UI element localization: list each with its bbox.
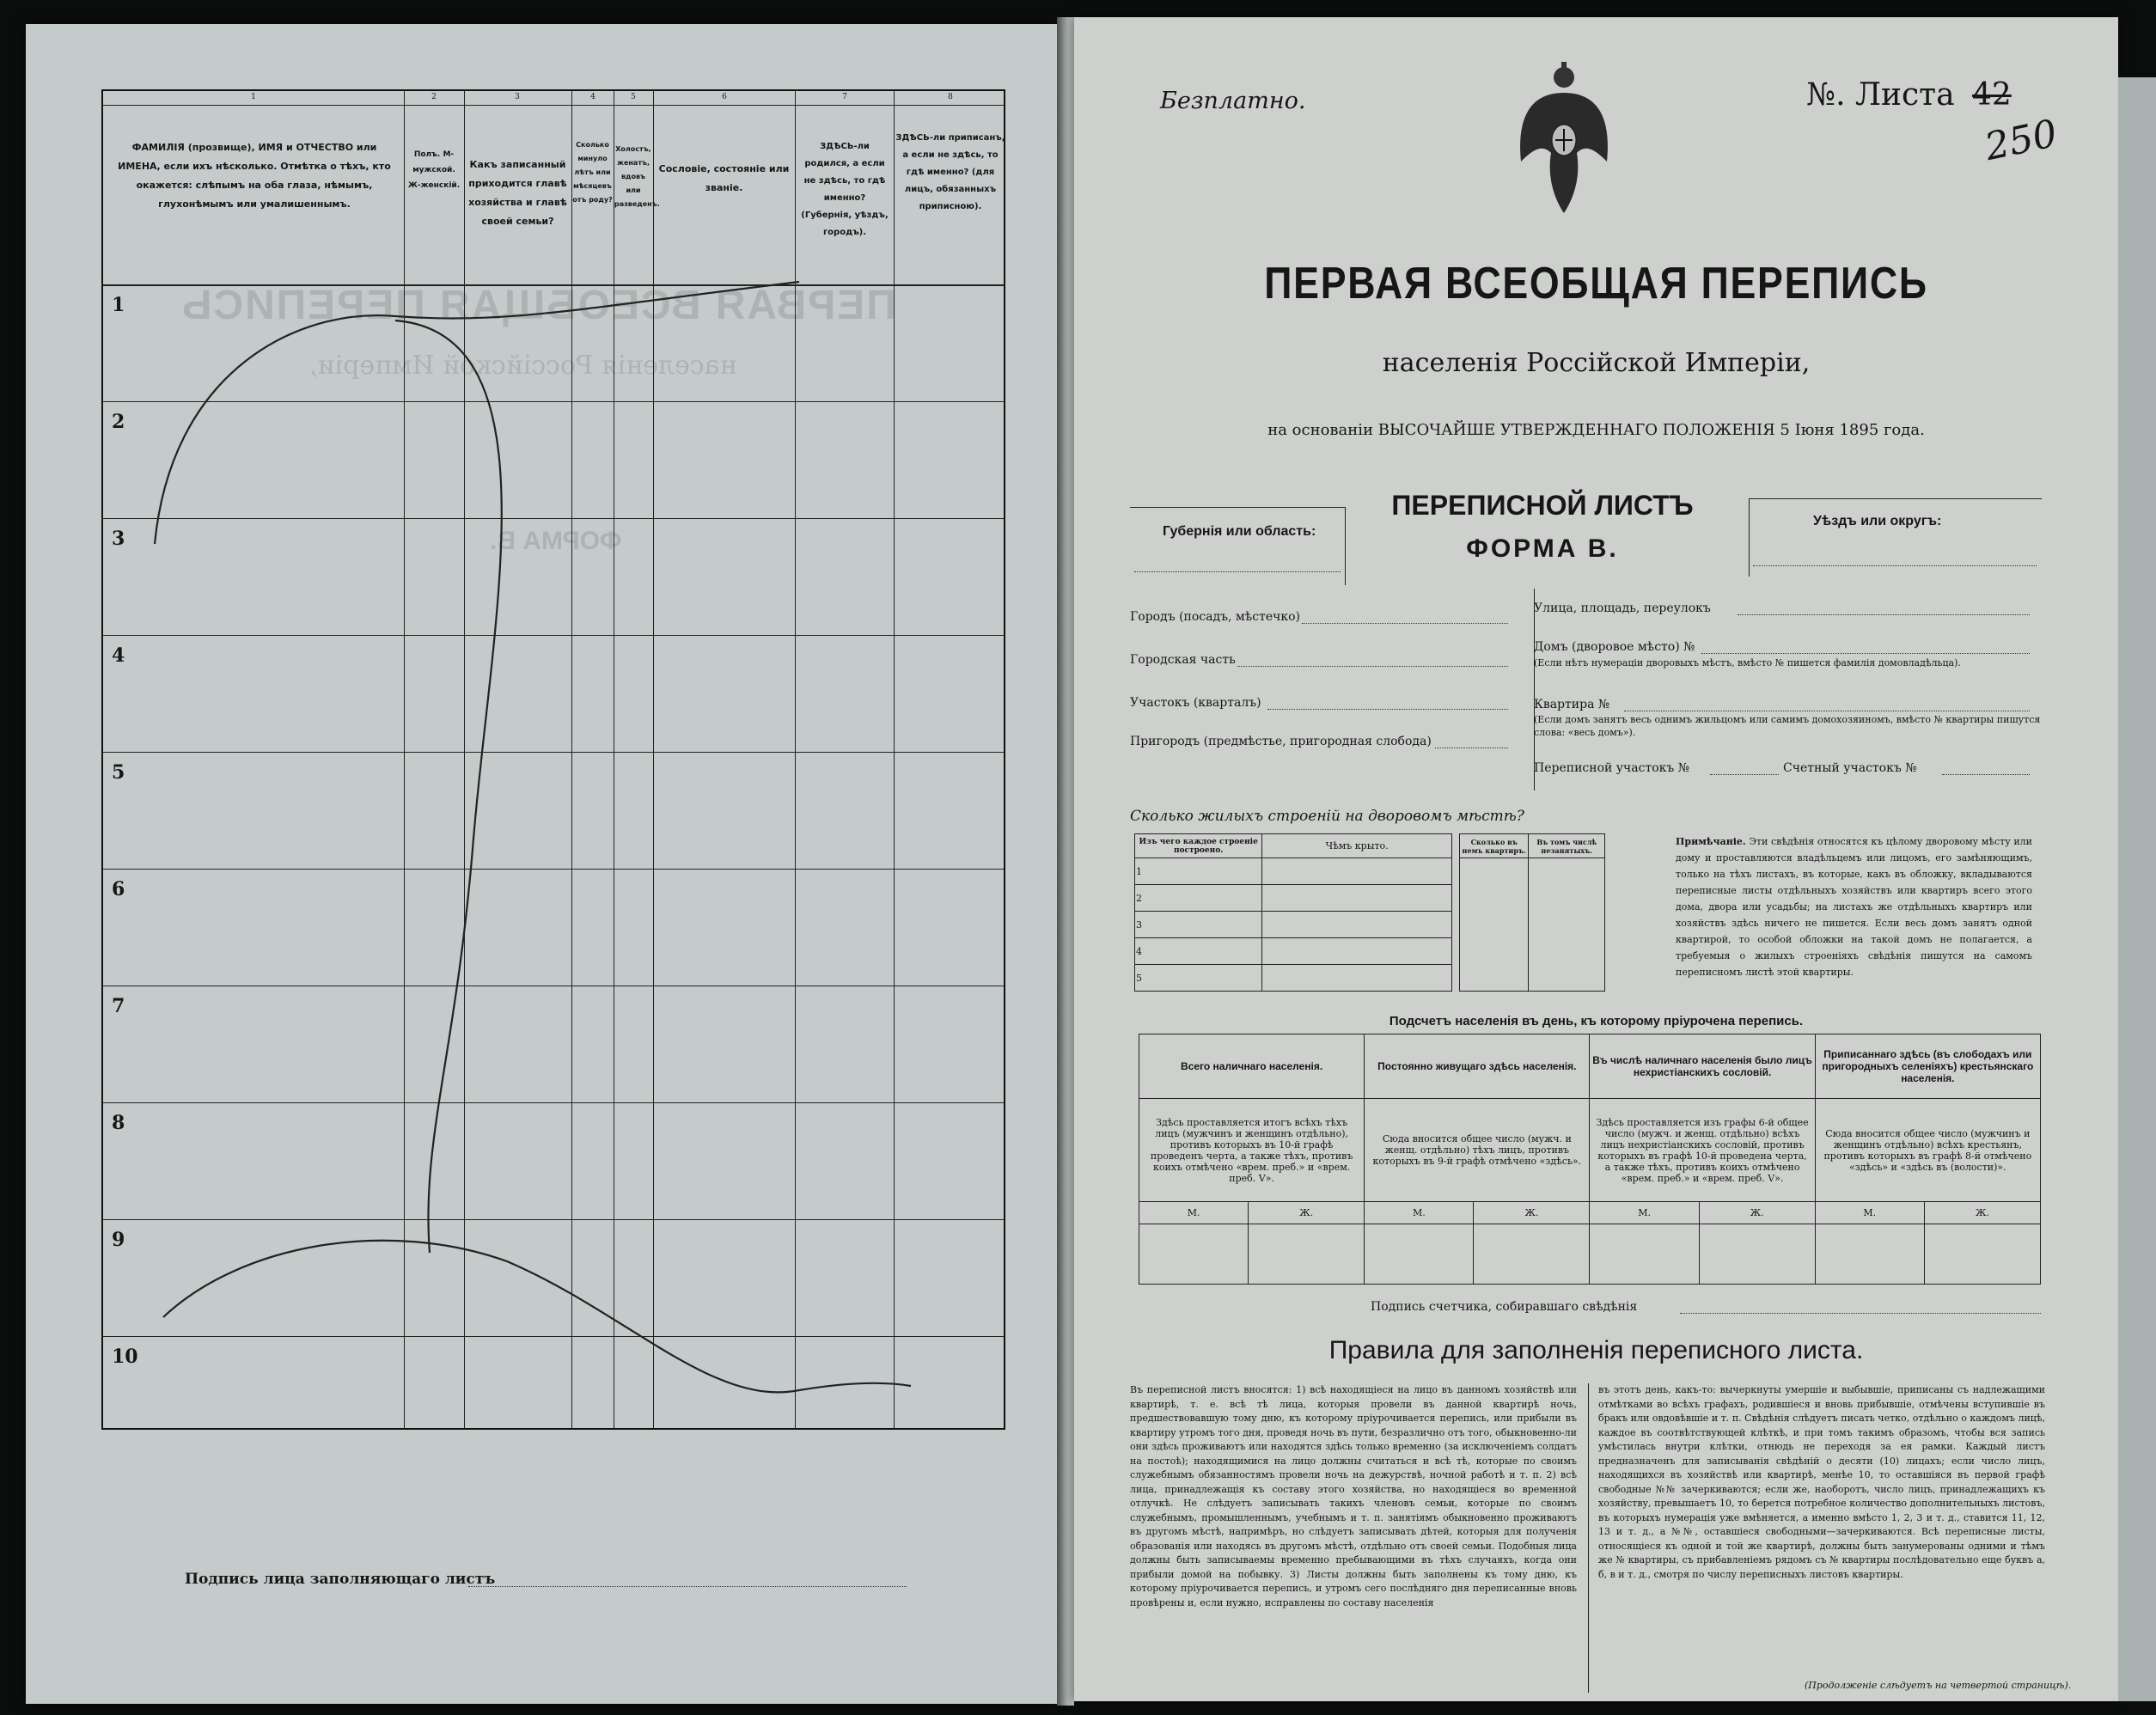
buildings-row-number: 1 bbox=[1135, 858, 1262, 885]
note-text: Эти свѣдѣнія относятся къ цѣлому дворовому мѣсту или дому и проставляются владѣльцемъ или лицомъ, его замѣняющимъ, только на тѣхъ листахъ, въ которые, какъ въ обложку, вкладываются переписные листы отдѣльныхъ хозяйствъ или квартиръ всего этого дома, двора или усадьбы; на листахъ же отдѣльныхъ квартиръ или хозяйствъ здѣсь ничего не пишется. Если весь домъ занятъ одной квартирой, то особой обложки на такой домъ не полагается, а требуемыя о жилыхъ строеніяхъ свѣдѣнія пишутся на самомъ переписномъ листѣ этой квартиры. bbox=[1676, 836, 2032, 978]
note-block bbox=[1676, 833, 2032, 980]
header-birthplace: ЗДѢСЬ-ли родился, а если не здѣсь, то гдѣ именно? (Губернія, уѣздъ, городъ). bbox=[801, 142, 889, 237]
apartment-note: (Если домъ занятъ весь однимъ жильцомъ или самимъ домохозяиномъ, вмѣсто № квартиры пишутся слова: «весь домъ»). bbox=[1534, 714, 2041, 738]
col-number: 6 bbox=[722, 93, 727, 101]
count-header: Постоянно живущаго здѣсь населенія. bbox=[1365, 1034, 1590, 1099]
imperial-eagle-icon bbox=[1512, 58, 1615, 222]
book-gutter bbox=[1057, 17, 1074, 1706]
count-header: Приписаннаго здѣсь (въ слободахъ или пригородныхъ селеніяхъ) крестьянскаго населенія. bbox=[1815, 1034, 2040, 1099]
left-page bbox=[26, 24, 1057, 1704]
buildings-header: Чѣмъ крыто. bbox=[1262, 834, 1452, 858]
col-number: 3 bbox=[515, 93, 520, 101]
next-page-edge bbox=[2118, 77, 2156, 1701]
row-number: 2 bbox=[112, 411, 125, 433]
row-number: 10 bbox=[112, 1346, 138, 1368]
signature-line bbox=[468, 1586, 907, 1587]
house-note: (Если нѣтъ нумераціи дворовыхъ мѣстъ, вмѣсто № пишется фамилія домовладѣльца). bbox=[1534, 657, 1961, 668]
enumerator-signature-label: Подпись счетчика, собиравшаго свѣдѣнія bbox=[1371, 1300, 1638, 1314]
rules-column-1: Въ переписной листъ вносятся: 1) всѣ находящіеся на лицо въ данномъ хозяйствѣ или квартирѣ, т. е. всѣ тѣ лица, которыя провели въ данной квартирѣ ночь, предшествовавшую тому дню, къ которому пріурочивается перепись, или прибыли въ квартиру утромъ того дня, проведя ночь въ пути, безразлично отъ того, обыкновенно-ли они здѣсь проживаютъ или находятся здѣсь только временно (за исключеніемъ солдатъ на постоѣ); находящимися на лицо должны считаться и всѣ тѣ, которые по своимъ служебнымъ обязанностямъ провели ночь на дежурствѣ, ночной работѣ и т. п. 2) всѣ лица, принадлежащія къ составу этого хозяйства, но находящіеся во временной отлучкѣ. Не слѣдуетъ записывать такихъ членовъ семьи, которые по своимъ служебнымъ, промышленнымъ, учебнымъ и т. п. занятіямъ обыкновенно проживаютъ въ другомъ мѣстѣ, напримѣръ, но слѣдуетъ записывать дѣтей, которыя для полученія образованія или находясь въ другомъ мѣстѣ, отдѣльно отъ своей семьи. Подобныя лица должны быть записываемы временно пребывающими въ тѣхъ случаяхъ, когда они прибыли домой на побывку. 3) Листы должны быть заполнены къ тому дню, къ которому пріурочивается перепись, и утромъ сего послѣдняго дня переписанные вновь провѣрены и, если нужно, исправлены по составу населенія bbox=[1130, 1384, 1577, 1608]
header-sex: Полъ. М-мужской. Ж-женскій. bbox=[407, 150, 461, 190]
apartment-label: Квартира № bbox=[1534, 698, 1610, 711]
street-label: Улица, площадь, переулокъ bbox=[1534, 601, 1711, 615]
count-note: Сюда вносится общее число (мужч. и женщ. отдѣльно) тѣхъ лицъ, противъ которыхъ въ 9-й графѣ отмѣчено «здѣсь». bbox=[1365, 1099, 1590, 1202]
gubernia-label: Губернія или область: bbox=[1163, 524, 1316, 539]
ghost-form: ФОРМА В. bbox=[490, 527, 622, 555]
buildings-header: Въ томъ числѣ незанятыхъ. bbox=[1529, 834, 1605, 858]
header-relation: Какъ записанный приходится главѣ хозяйства и главѣ своей семьи? bbox=[468, 159, 567, 227]
count-title: Подсчетъ населенія въ день, къ которому пріурочена перепись. bbox=[1389, 1014, 1804, 1028]
address-city-part: Городская часть bbox=[1130, 653, 1236, 667]
buildings-row-number: 3 bbox=[1135, 912, 1262, 938]
strikeout-curves bbox=[26, 24, 1057, 1704]
sex-m-label: М. bbox=[1139, 1202, 1249, 1224]
rules-column-2: въ этотъ день, какъ-то: вычеркнуты умершіе и выбывшіе, приписаны съ надлежащими отмѣтками во всѣхъ графахъ, родившіеся и вновь прибывшіе, отмѣчены вступившіе въ бракъ или овдовѣвшіе и т. п. Свѣдѣнія слѣдуетъ писать четко, отдѣльно о каждомъ лицѣ, каждое въ соотвѣтствующей клѣткѣ, и при томъ такимъ образомъ, чтобы вся запись умѣстилась внутри клѣтки, отнюдь не переходя за ея рамки. Каждый листъ предназначенъ для записыванія свѣдѣній о десяти (10) лицахъ; если число лицъ, находящихся въ хозяйствѣ или квартирѣ, менѣе 10, то оставшіяся въ первой графѣ свободные №№ зачеркиваются; если же, наоборотъ, число лицъ, принадлежащихъ къ хозяйству, превышаетъ 10, то берется потребное количество дополнительныхъ листовъ, въ которыхъ нумерація уже вмѣняется, а именно вмѣсто 1, 2, 3 и т. д., ставится 11, 12, 13 и т. д., а №№, оставшіеся свободными—зачеркиваются. Всѣ переписные листы, относящіеся къ одной и той же квартирѣ, должны быть занумерованы одними и тѣмъ же № квартиры, съ прибавленіемъ рядомъ съ № квартиры послѣдовательно еще буквъ а, б, в и т. д., смотря по числу переписныхъ листовъ квартиры. bbox=[1598, 1384, 2045, 1580]
right-page bbox=[1074, 17, 2118, 1701]
free-label: Безплатно. bbox=[1160, 88, 1306, 114]
address-city-line bbox=[1302, 623, 1508, 624]
form-name: ФОРМА В. bbox=[1466, 534, 1619, 563]
sheet-number-old: 42 bbox=[1972, 77, 2012, 113]
address-suburb: Пригородъ (предмѣстье, пригородная слобода) bbox=[1130, 735, 1432, 748]
count-header: Въ числѣ наличнаго населенія было лицъ нехристіанскихъ сословій. bbox=[1590, 1034, 1815, 1099]
row-number: 1 bbox=[112, 294, 125, 316]
signature-label: Подпись лица заполняющаго листъ bbox=[185, 1571, 496, 1588]
count-note: Сюда вносится общее число (мужчинъ и женщинъ отдѣльно) всѣхъ крестьянъ, противъ которыхъ въ графѣ 8-й отмѣчено «здѣсь» и «здѣсь въ (волости)». bbox=[1815, 1099, 2040, 1202]
count-district-line bbox=[1942, 774, 2030, 775]
sex-m-label: М. bbox=[1590, 1202, 1699, 1224]
sex-f-label: Ж. bbox=[1474, 1202, 1590, 1224]
row-number: 6 bbox=[112, 878, 125, 900]
ghost-title: ПЕРВАЯ ВСЕОБЩАЯ ПЕРЕПИСЬ bbox=[180, 283, 896, 328]
buildings-header: Изъ чего каждое строеніе построено. bbox=[1135, 834, 1262, 858]
street-line bbox=[1738, 614, 2030, 615]
col-number: 5 bbox=[631, 93, 636, 101]
address-section-line bbox=[1267, 709, 1508, 710]
uezd-label: Уѣздъ или округъ: bbox=[1813, 514, 1942, 528]
house-label: Домъ (дворовое мѣсто) № bbox=[1534, 640, 1695, 654]
header-registration: ЗДѢСЬ-ли приписанъ, а если не здѣсь, то гдѣ именно? (для лицъ, обязанныхъ приписною). bbox=[895, 133, 1005, 211]
count-header: Всего наличнаго населенія. bbox=[1139, 1034, 1365, 1099]
buildings-table-right bbox=[1459, 833, 1605, 992]
continued-note: (Продолженіе слѣдуетъ на четвертой страницѣ). bbox=[1805, 1680, 2072, 1691]
count-table bbox=[1139, 1034, 2041, 1285]
district-line bbox=[1710, 774, 1779, 775]
address-section: Участокъ (кварталъ) bbox=[1130, 696, 1261, 710]
sex-f-label: Ж. bbox=[1249, 1202, 1365, 1224]
sheet-number-handwritten: 250 bbox=[1981, 111, 2061, 170]
sex-f-label: Ж. bbox=[1924, 1202, 2040, 1224]
gubernia-line bbox=[1134, 571, 1341, 572]
row-number: 4 bbox=[112, 644, 125, 667]
buildings-question: Сколько жилыхъ строеній на дворовомъ мѣстѣ? bbox=[1130, 808, 1524, 825]
form-title: ПЕРЕПИСНОЙ ЛИСТЪ bbox=[1391, 490, 1694, 521]
uezd-line bbox=[1753, 565, 2037, 566]
page-subtitle: населенія Россійской Имперіи, bbox=[1382, 348, 1811, 378]
count-note: Здѣсь проставляется изъ графы 6-й общее число (мужч. и женщ. отдѣльно) всѣхъ лицъ нехристіанскихъ сословій, противъ которыхъ въ графѣ 10-й проведена черта, а также тѣхъ, противъ коихъ отмѣчено «врем. преб.» и «врем. преб. V». bbox=[1590, 1099, 1815, 1202]
count-district-label: Счетный участокъ № bbox=[1783, 761, 1917, 775]
header-name: ФАМИЛІЯ (прозвище), ИМЯ и ОТЧЕСТВО или ИМЕНА, если ихъ нѣсколько. Отмѣтка о тѣхъ, кто окажется: слѣпымъ на оба глаза, нѣмымъ, глухонѣмымъ или умалишеннымъ. bbox=[118, 142, 391, 210]
address-city-part-line bbox=[1237, 666, 1508, 667]
buildings-header: Сколько въ немъ квартиръ. bbox=[1460, 834, 1529, 858]
buildings-row-number: 2 bbox=[1135, 885, 1262, 912]
col-number: 8 bbox=[948, 93, 953, 101]
buildings-row-number: 4 bbox=[1135, 938, 1262, 965]
buildings-row-number: 5 bbox=[1135, 965, 1262, 992]
sex-m-label: М. bbox=[1365, 1202, 1474, 1224]
ghost-subtitle: населенія Россійской Имперіи, bbox=[309, 351, 737, 381]
count-note: Здѣсь проставляется итогъ всѣхъ тѣхъ лицъ (мужчинъ и женщинъ отдѣльно), противъ которыхъ въ 10-й графѣ проведенъ черта, а также тѣхъ, противъ коихъ отмѣчено «врем. преб.» и «врем. преб. V». bbox=[1139, 1099, 1365, 1202]
form-header-block bbox=[1130, 490, 2041, 591]
note-title: Примѣчаніе. bbox=[1676, 836, 1746, 847]
col-number: 7 bbox=[842, 93, 847, 101]
row-number: 5 bbox=[112, 761, 125, 784]
header-estate: Сословіе, состояніе или званіе. bbox=[658, 163, 790, 193]
row-number: 3 bbox=[112, 528, 125, 550]
header-age: Сколько минуло лѣтъ или мѣсяцевъ отъ роду? bbox=[572, 141, 613, 204]
rules-title: Правила для заполненія переписного листа. bbox=[1328, 1336, 1864, 1364]
address-city: Городъ (посадъ, мѣстечко) bbox=[1130, 610, 1301, 624]
sex-m-label: М. bbox=[1815, 1202, 1924, 1224]
basis-line: на основаніи ВЫСОЧАЙШЕ УТВЕРЖДЕННАГО ПОЛОЖЕНІЯ 5 Іюня 1895 года. bbox=[1267, 421, 1925, 439]
page-title: ПЕРВАЯ ВСЕОБЩАЯ ПЕРЕПИСЬ bbox=[1264, 259, 1928, 308]
col-number: 4 bbox=[590, 93, 595, 101]
row-number: 7 bbox=[112, 995, 125, 1017]
col-number: 1 bbox=[251, 93, 256, 101]
header-marital: Холостъ, женатъ, вдовъ или разведенъ. bbox=[614, 145, 660, 208]
sex-f-label: Ж. bbox=[1699, 1202, 1815, 1224]
district-label: Переписной участокъ № bbox=[1534, 761, 1689, 775]
row-number: 8 bbox=[112, 1112, 125, 1134]
buildings-table bbox=[1134, 833, 1452, 992]
sheet-number-label: №. Листа bbox=[1806, 77, 1955, 113]
col-number: 2 bbox=[431, 93, 437, 101]
enumerator-signature-line bbox=[1680, 1313, 2041, 1314]
row-number: 9 bbox=[112, 1229, 125, 1251]
house-line bbox=[1701, 653, 2030, 654]
